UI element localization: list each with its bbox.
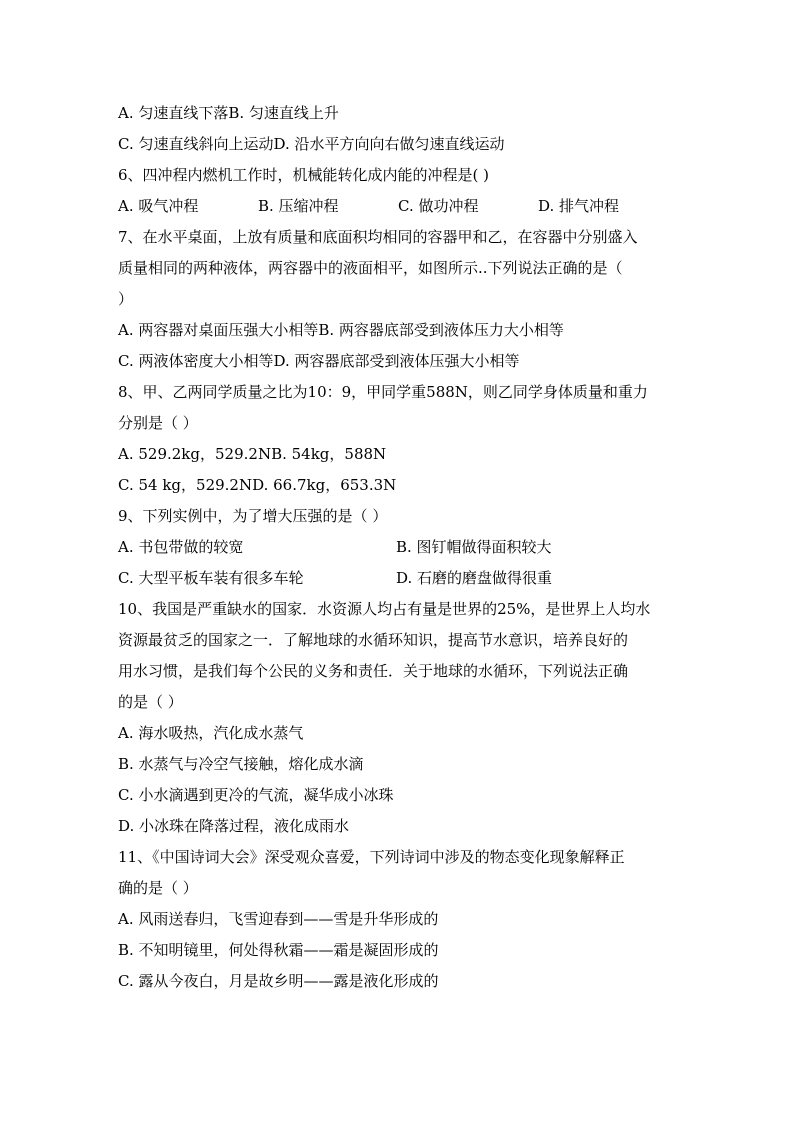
question-9: 9、下列实例中，为了增大压强的是（ ） [118, 507, 388, 525]
exam-page [118, 98, 678, 997]
q5-options-cd: C. 匀速直线斜向上运动D. 沿水平方向向右做匀速直线运动 [118, 135, 505, 153]
q6-options [118, 191, 678, 222]
q10-option-b: B. 水蒸气与冷空气接触，熔化成水滴 [118, 755, 364, 773]
q9-options-ab [118, 532, 678, 563]
q6-option-a: A. 吸气冲程 [118, 197, 199, 215]
q6-option-b: B. 压缩冲程 [258, 197, 339, 215]
question-7-line-3: ） [118, 290, 134, 308]
q8-options-cd: C. 54 kg，529.2ND. 66.7kg，653.3N [118, 476, 397, 494]
question-6: 6、四冲程内燃机工作时，机械能转化成内能的冲程是( ) [118, 166, 490, 184]
question-8-line-1: 8、甲、乙两同学质量之比为10：9，甲同学重588N，则乙同学身体质量和重力 [118, 383, 648, 401]
q9-option-a: A. 书包带做的较宽 [118, 538, 244, 556]
q8-options-ab: A. 529.2kg，529.2NB. 54kg，588N [118, 445, 387, 463]
question-7-line-2: 质量相同的两种液体，两容器中的液面相平，如图所示..下列说法正确的是（ [118, 259, 623, 277]
question-8-line-2: 分别是（ ） [118, 414, 198, 432]
q9-option-c: C. 大型平板车装有很多车轮 [118, 569, 304, 587]
q7-options-cd: C. 两液体密度大小相等D. 两容器底部受到液体压强大小相等 [118, 352, 520, 370]
question-7-line-1: 7、在水平桌面，上放有质量和底面积均相同的容器甲和乙，在容器中分别盛入 [118, 228, 638, 246]
q10-option-a: A. 海水吸热，汽化成水蒸气 [118, 724, 304, 742]
q9-options-cd [118, 563, 678, 594]
q6-option-d: D. 排气冲程 [538, 197, 620, 215]
q11-option-c: C. 露从今夜白，月是故乡明——露是液化形成的 [118, 972, 439, 990]
q5-options-ab: A. 匀速直线下落B. 匀速直线上升 [118, 104, 339, 122]
q10-option-c: C. 小水滴遇到更冷的气流，凝华成小冰珠 [118, 786, 394, 804]
question-10-line-4: 的是（ ） [118, 693, 183, 711]
question-11-line-2: 确的是（ ） [118, 879, 198, 897]
question-10-line-2: 资源最贫乏的国家之一．了解地球的水循环知识，提高节水意识，培养良好的 [118, 631, 629, 649]
question-10-line-1: 10、我国是严重缺水的国家．水资源人均占有量是世界的25%，是世界上人均水 [118, 600, 651, 618]
q9-option-d: D. 石磨的磨盘做得很重 [396, 569, 553, 587]
q6-option-c: C. 做功冲程 [398, 197, 479, 215]
question-10-line-3: 用水习惯，是我们每个公民的义务和责任．关于地球的水循环，下列说法正确 [118, 662, 629, 680]
q7-options-ab: A. 两容器对桌面压强大小相等B. 两容器底部受到液体压力大小相等 [118, 321, 564, 339]
question-11-line-1: 11、《中国诗词大会》深受观众喜爱，下列诗词中涉及的物态变化现象解释正 [118, 848, 625, 866]
q9-option-b: B. 图钉帽做得面积较大 [396, 538, 552, 556]
q11-option-b: B. 不知明镜里，何处得秋霜——霜是凝固形成的 [118, 941, 439, 959]
q10-option-d: D. 小冰珠在降落过程，液化成雨水 [118, 817, 350, 835]
q11-option-a: A. 风雨送春归，飞雪迎春到——雪是升华形成的 [118, 910, 439, 928]
